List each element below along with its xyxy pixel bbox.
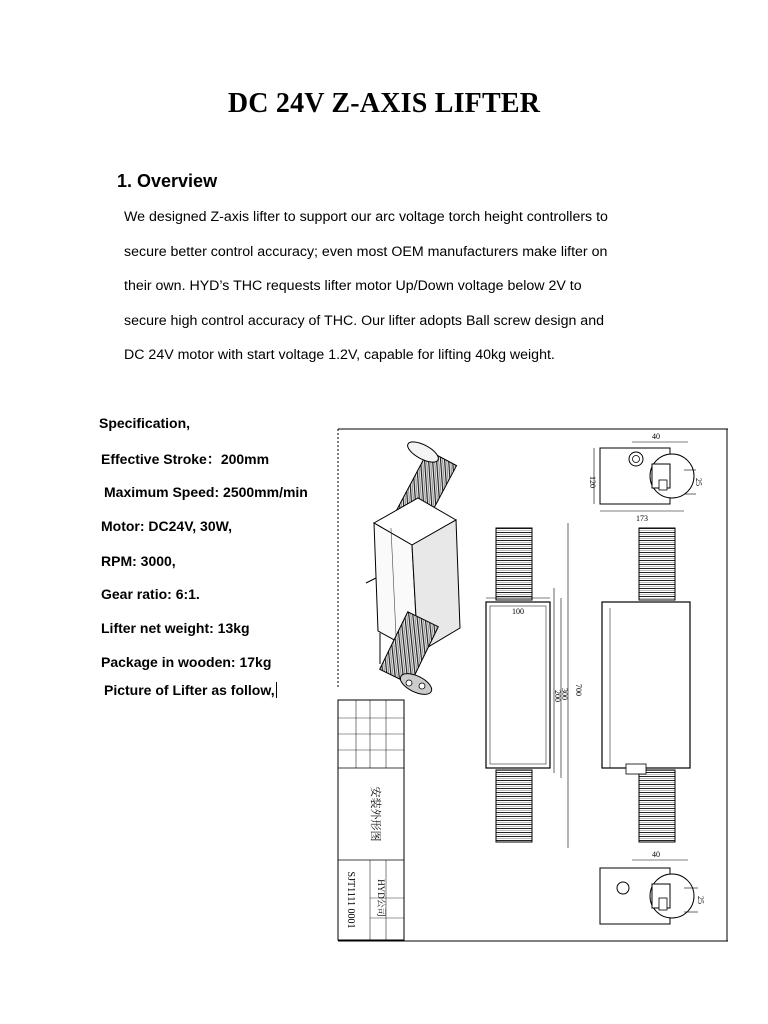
overview-line-1: We designed Z-axis lifter to support our arc voltage torch height controllers to bbox=[124, 209, 608, 225]
top-view-upper bbox=[588, 432, 703, 523]
title-block-company: HYD公司 bbox=[376, 879, 386, 917]
overview-heading: 1. Overview bbox=[117, 171, 218, 191]
text-cursor bbox=[276, 682, 277, 698]
spec-net-weight: Lifter net weight: 13kg bbox=[101, 620, 250, 636]
title-block bbox=[338, 700, 404, 940]
top-view-lower bbox=[600, 850, 705, 924]
specification-heading: Specification, bbox=[99, 415, 191, 431]
picture-note-text: Picture of Lifter as follow, bbox=[104, 682, 275, 698]
dim-stroke-b: 200 bbox=[553, 690, 562, 702]
overview-line-5: DC 24V motor with start voltage 1.2V, capable for lifting 40kg weight. bbox=[124, 347, 555, 363]
title-block-drawing-number: SJT1111 0001 bbox=[345, 871, 356, 929]
spec-rpm: RPM: 3000, bbox=[101, 553, 176, 569]
overview-line-3: their own. HYD’s THC requests lifter motor Up/Down voltage below 2V to bbox=[124, 278, 582, 294]
document-title: DC 24V Z-AXIS LIFTER bbox=[227, 88, 541, 119]
dim-top-height: 120 bbox=[588, 476, 597, 488]
spec-motor: Motor: DC24V, 30W, bbox=[101, 518, 232, 534]
spec-maximum-speed: Maximum Speed: 2500mm/min bbox=[104, 484, 308, 500]
spec-effective-stroke: Effective Stroke：200mm bbox=[101, 451, 270, 467]
overview-line-4: secure high control accuracy of THC. Our lifter adopts Ball screw design and bbox=[124, 313, 604, 329]
front-view bbox=[486, 523, 583, 848]
dim-top-length: 173 bbox=[636, 514, 648, 523]
spec-package-weight: Package in wooden: 17kg bbox=[101, 654, 272, 670]
dim-bottom-side: 25 bbox=[696, 896, 705, 904]
dim-bottom-width: 40 bbox=[652, 850, 660, 859]
dim-top-width: 40 bbox=[652, 432, 660, 441]
title-block-drawing-name: 安装外形图 bbox=[369, 786, 381, 842]
dim-body-width: 100 bbox=[512, 607, 524, 616]
isometric-view bbox=[366, 438, 460, 699]
dim-total-length: 700 bbox=[574, 684, 583, 696]
spec-gear-ratio: Gear ratio: 6:1. bbox=[101, 586, 200, 602]
side-view bbox=[602, 528, 690, 842]
overview-line-2: secure better control accuracy; even most OEM manufacturers make lifter on bbox=[124, 244, 608, 260]
dim-stroke-a: 300 bbox=[560, 688, 569, 700]
picture-note bbox=[104, 682, 277, 698]
lifter-technical-drawing bbox=[336, 428, 728, 942]
dim-top-side: 25 bbox=[694, 478, 703, 486]
